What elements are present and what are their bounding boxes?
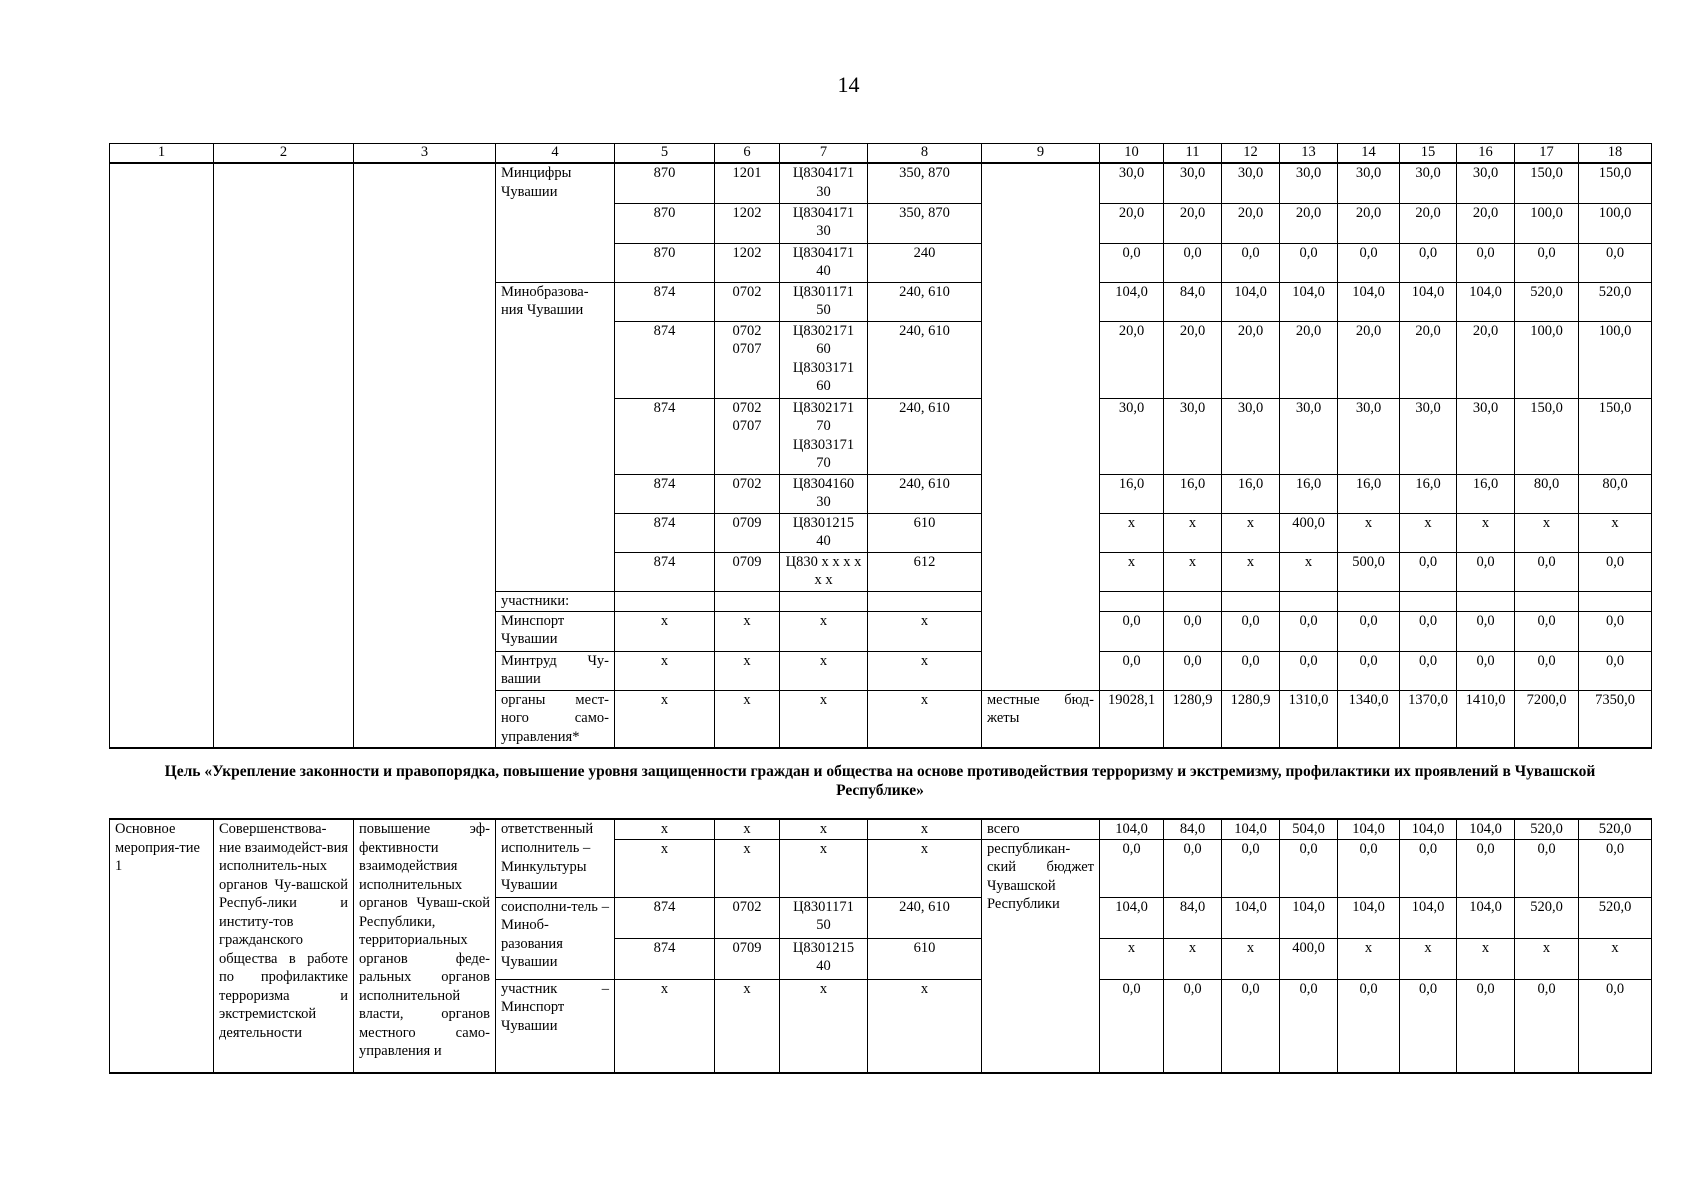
grbs-code: х	[615, 690, 715, 748]
expense-type-code: х	[868, 611, 982, 651]
section-code: х	[715, 611, 780, 651]
year-value: х	[1280, 552, 1338, 591]
year-value: 30,0	[1100, 163, 1164, 203]
target-article-code	[780, 591, 868, 611]
header-col-16: 16	[1457, 144, 1515, 164]
executor-minobr: Минобразова-ния Чувашии	[496, 282, 615, 591]
col3-blank	[354, 163, 496, 748]
main-activity-table	[109, 818, 1652, 1074]
year-value: 0,0	[1222, 651, 1280, 690]
year-value: 16,0	[1338, 474, 1400, 513]
year-value: 30,0	[1100, 398, 1164, 474]
target-article-code: Ц8304171 40	[780, 243, 868, 282]
header-col-17: 17	[1515, 144, 1579, 164]
year-value: 7200,0	[1515, 690, 1579, 748]
year-value: 104,0	[1457, 819, 1515, 839]
target-article-code: х	[780, 979, 868, 1073]
section-code: 0709	[715, 552, 780, 591]
year-value: 504,0	[1280, 819, 1338, 839]
year-value: 104,0	[1280, 897, 1338, 938]
section-code: 1202	[715, 243, 780, 282]
grbs-code: 870	[615, 163, 715, 203]
year-value: 0,0	[1515, 243, 1579, 282]
grbs-code	[615, 591, 715, 611]
year-value: 0,0	[1400, 611, 1457, 651]
header-col-2: 2	[214, 144, 354, 164]
year-value: 20,0	[1338, 321, 1400, 398]
year-value: 0,0	[1515, 611, 1579, 651]
year-value: 1310,0	[1280, 690, 1338, 748]
year-value: 30,0	[1280, 163, 1338, 203]
year-value: 84,0	[1164, 897, 1222, 938]
year-value: 520,0	[1515, 897, 1579, 938]
year-value	[1400, 591, 1457, 611]
header-col-15: 15	[1400, 144, 1457, 164]
section-code: х	[715, 819, 780, 839]
goal-heading: Цель «Укрепление законности и правопорядка, повышение уровня защищенности граждан и общества на основе противодействия терроризму и экстремизму, профилактики их проявлений в Чувашской Республике»	[164, 763, 1596, 799]
grbs-code: 874	[615, 938, 715, 979]
year-value: 104,0	[1400, 282, 1457, 321]
year-value: 16,0	[1400, 474, 1457, 513]
year-value: 0,0	[1338, 839, 1400, 897]
year-value: 30,0	[1164, 398, 1222, 474]
header-col-5: 5	[615, 144, 715, 164]
header-col-14: 14	[1338, 144, 1400, 164]
year-value: х	[1222, 552, 1280, 591]
expense-type-code: 240, 610	[868, 398, 982, 474]
year-value: 0,0	[1579, 839, 1652, 897]
section-code: 0709	[715, 513, 780, 552]
grbs-code: 874	[615, 552, 715, 591]
year-value: 19028,1	[1100, 690, 1164, 748]
year-value: 0,0	[1457, 651, 1515, 690]
expense-type-code	[868, 591, 982, 611]
year-value: х	[1164, 513, 1222, 552]
grbs-code: 874	[615, 513, 715, 552]
year-value: х	[1338, 938, 1400, 979]
year-value: 16,0	[1100, 474, 1164, 513]
year-value: 0,0	[1579, 552, 1652, 591]
year-value: 20,0	[1222, 321, 1280, 398]
target-article-code: Ц8304171 30	[780, 163, 868, 203]
section-code: 0702 0707	[715, 398, 780, 474]
header-col-11: 11	[1164, 144, 1222, 164]
year-value: 0,0	[1280, 839, 1338, 897]
year-value: 1340,0	[1338, 690, 1400, 748]
year-value	[1457, 591, 1515, 611]
year-value: 0,0	[1100, 243, 1164, 282]
header-col-6: 6	[715, 144, 780, 164]
year-value: 20,0	[1400, 203, 1457, 243]
funding-source-local: местные бюд-жеты	[982, 690, 1100, 748]
expense-type-code: х	[868, 651, 982, 690]
grbs-code: 874	[615, 321, 715, 398]
year-value: 0,0	[1100, 979, 1164, 1073]
year-value: 0,0	[1164, 979, 1222, 1073]
year-value: 0,0	[1280, 979, 1338, 1073]
year-value: х	[1400, 513, 1457, 552]
grbs-code: 870	[615, 243, 715, 282]
year-value	[1280, 591, 1338, 611]
year-value: 84,0	[1164, 819, 1222, 839]
expense-type-code: х	[868, 979, 982, 1073]
year-value: х	[1164, 552, 1222, 591]
target-article-code: Ц8301215 40	[780, 513, 868, 552]
year-value: 104,0	[1100, 282, 1164, 321]
responsible-label: ответственный	[496, 819, 615, 839]
year-value: 150,0	[1579, 398, 1652, 474]
year-value: 20,0	[1280, 321, 1338, 398]
grbs-code: х	[615, 819, 715, 839]
participant: участник – Минспорт Чувашии	[496, 979, 615, 1073]
grbs-code: х	[615, 839, 715, 897]
header-col-8: 8	[868, 144, 982, 164]
year-value: 1280,9	[1164, 690, 1222, 748]
year-value: 100,0	[1579, 203, 1652, 243]
col2-blank	[214, 163, 354, 748]
page-number: 14	[837, 72, 860, 97]
year-value: 0,0	[1457, 839, 1515, 897]
year-value: 7350,0	[1579, 690, 1652, 748]
executor-mincifry: Минцифры Чувашии	[496, 163, 615, 282]
year-value: 0,0	[1579, 611, 1652, 651]
year-value: 104,0	[1457, 897, 1515, 938]
year-value: 1370,0	[1400, 690, 1457, 748]
year-value: х	[1222, 938, 1280, 979]
target-article-code: Ц8302171 70 Ц8303171 70	[780, 398, 868, 474]
year-value: 150,0	[1515, 163, 1579, 203]
section-code: 1202	[715, 203, 780, 243]
grbs-code: 874	[615, 474, 715, 513]
year-value: 80,0	[1579, 474, 1652, 513]
year-value: 520,0	[1515, 819, 1579, 839]
year-value	[1164, 591, 1222, 611]
year-value: 20,0	[1457, 203, 1515, 243]
year-value: 0,0	[1579, 979, 1652, 1073]
year-value: 30,0	[1222, 163, 1280, 203]
year-value: 0,0	[1579, 243, 1652, 282]
target-article-code: х	[780, 690, 868, 748]
year-value: 16,0	[1457, 474, 1515, 513]
year-value: 0,0	[1100, 651, 1164, 690]
year-value: 20,0	[1338, 203, 1400, 243]
year-value: 16,0	[1280, 474, 1338, 513]
expense-type-code: 350, 870	[868, 203, 982, 243]
year-value	[1579, 591, 1652, 611]
year-value: 104,0	[1457, 282, 1515, 321]
year-value: х	[1515, 513, 1579, 552]
year-value: 0,0	[1164, 243, 1222, 282]
col1-blank	[110, 163, 214, 748]
expense-type-code: х	[868, 819, 982, 839]
year-value: 400,0	[1280, 513, 1338, 552]
year-value: 104,0	[1100, 897, 1164, 938]
year-value: 400,0	[1280, 938, 1338, 979]
year-value: 104,0	[1100, 819, 1164, 839]
target-article-code: х	[780, 819, 868, 839]
year-value: 0,0	[1100, 611, 1164, 651]
year-value: 30,0	[1457, 163, 1515, 203]
year-value	[1338, 591, 1400, 611]
year-value: 30,0	[1338, 163, 1400, 203]
year-value: 500,0	[1338, 552, 1400, 591]
participant-local-gov: органы мест-ного само-управления*	[496, 690, 615, 748]
target-article-code: Ц8301171 50	[780, 897, 868, 938]
expense-type-code: 612	[868, 552, 982, 591]
year-value: 104,0	[1400, 897, 1457, 938]
year-value: 20,0	[1280, 203, 1338, 243]
year-value: 0,0	[1164, 839, 1222, 897]
year-value: 30,0	[1457, 398, 1515, 474]
year-value: х	[1457, 513, 1515, 552]
year-value: 100,0	[1515, 203, 1579, 243]
expense-type-code: 240, 610	[868, 282, 982, 321]
year-value: 0,0	[1400, 839, 1457, 897]
year-value: 0,0	[1515, 839, 1579, 897]
year-value: 0,0	[1400, 979, 1457, 1073]
year-value: 0,0	[1280, 611, 1338, 651]
year-value: 20,0	[1164, 321, 1222, 398]
year-value: 20,0	[1100, 321, 1164, 398]
expense-type-code: 240	[868, 243, 982, 282]
activity-label: Основное мероприя-тие 1	[110, 819, 214, 1073]
year-value: 0,0	[1515, 979, 1579, 1073]
year-value: 84,0	[1164, 282, 1222, 321]
year-value: 80,0	[1515, 474, 1579, 513]
year-value: 520,0	[1579, 282, 1652, 321]
expense-type-code: х	[868, 839, 982, 897]
expense-type-code: 240, 610	[868, 897, 982, 938]
year-value: 0,0	[1579, 651, 1652, 690]
header-col-10: 10	[1100, 144, 1164, 164]
budget-table-continuation	[109, 143, 1652, 749]
year-value: х	[1579, 513, 1652, 552]
year-value: 30,0	[1400, 163, 1457, 203]
target-article-code: х	[780, 839, 868, 897]
year-value: 100,0	[1579, 321, 1652, 398]
year-value: 104,0	[1400, 819, 1457, 839]
year-value: 0,0	[1222, 979, 1280, 1073]
year-value: 0,0	[1400, 651, 1457, 690]
grbs-code: 874	[615, 398, 715, 474]
year-value: 0,0	[1400, 243, 1457, 282]
year-value	[1515, 591, 1579, 611]
target-article-code: Ц8304160 30	[780, 474, 868, 513]
year-value: 0,0	[1338, 979, 1400, 1073]
year-value: х	[1100, 513, 1164, 552]
header-col-13: 13	[1280, 144, 1338, 164]
section-code: 1201	[715, 163, 780, 203]
activity-name: Совершенствова-ние взаимодейст-вия исполнитель-ных органов Чу-вашской Респуб-лики и институ-тов гражданского общества в работе по профилактике терроризма и экстремистской деятельности	[214, 819, 354, 1073]
year-value: 30,0	[1164, 163, 1222, 203]
year-value: 30,0	[1338, 398, 1400, 474]
participant-minsport: Минспорт Чувашии	[496, 611, 615, 651]
year-value: 150,0	[1579, 163, 1652, 203]
year-value: х	[1100, 552, 1164, 591]
year-value: 0,0	[1457, 243, 1515, 282]
activity-task: повышение эф-фективности взаимодействия исполнительных органов Чуваш-ской Республики, территориальных органов феде-ральных органов исполнительной власти, органов местного само-управления и	[354, 819, 496, 1073]
grbs-code: 874	[615, 897, 715, 938]
year-value: х	[1515, 938, 1579, 979]
header-col-3: 3	[354, 144, 496, 164]
co-executor: соисполни-тель – Миноб-разования Чувашии	[496, 897, 615, 979]
header-col-7: 7	[780, 144, 868, 164]
section-code: х	[715, 839, 780, 897]
year-value: 0,0	[1457, 611, 1515, 651]
year-value: 0,0	[1338, 243, 1400, 282]
year-value: 0,0	[1400, 552, 1457, 591]
expense-type-code: х	[868, 690, 982, 748]
year-value: 104,0	[1338, 819, 1400, 839]
year-value: х	[1164, 938, 1222, 979]
participant-mintrud: Минтруд Чу-вашии	[496, 651, 615, 690]
column-number-header	[110, 144, 1652, 164]
table-row	[110, 163, 1652, 203]
section-code: 0709	[715, 938, 780, 979]
section-code: 0702	[715, 897, 780, 938]
target-article-code: х	[780, 611, 868, 651]
year-value: 0,0	[1280, 243, 1338, 282]
year-value: 0,0	[1515, 651, 1579, 690]
expense-type-code: 350, 870	[868, 163, 982, 203]
year-value	[1222, 591, 1280, 611]
year-value: 20,0	[1400, 321, 1457, 398]
header-col-18: 18	[1579, 144, 1652, 164]
grbs-code: х	[615, 979, 715, 1073]
year-value: 0,0	[1222, 611, 1280, 651]
expense-type-code: 240, 610	[868, 474, 982, 513]
section-code: х	[715, 690, 780, 748]
year-value: 0,0	[1100, 839, 1164, 897]
year-value: 20,0	[1100, 203, 1164, 243]
expense-type-code: 610	[868, 513, 982, 552]
year-value: 0,0	[1164, 651, 1222, 690]
year-value	[1100, 591, 1164, 611]
year-value: 104,0	[1338, 897, 1400, 938]
year-value: 0,0	[1222, 839, 1280, 897]
funding-source-total: всего	[982, 819, 1100, 839]
target-article-code: Ц8304171 30	[780, 203, 868, 243]
section-code: 0702	[715, 474, 780, 513]
section-code: х	[715, 651, 780, 690]
target-article-code: Ц830 х х х х х х	[780, 552, 868, 591]
year-value: х	[1222, 513, 1280, 552]
expense-type-code: 610	[868, 938, 982, 979]
responsible-executor: исполнитель – Минкультуры Чувашии	[496, 839, 615, 897]
section-code	[715, 591, 780, 611]
participants-label: участники:	[496, 591, 615, 611]
year-value: 150,0	[1515, 398, 1579, 474]
funding-source-blank	[982, 163, 1100, 690]
year-value: 104,0	[1222, 819, 1280, 839]
year-value: 1410,0	[1457, 690, 1515, 748]
year-value: 30,0	[1400, 398, 1457, 474]
header-col-1: 1	[110, 144, 214, 164]
funding-source-republic: республикан-ский бюджет Чувашской Республики	[982, 839, 1100, 1073]
year-value: 520,0	[1515, 282, 1579, 321]
header-col-12: 12	[1222, 144, 1280, 164]
section-code: 0702	[715, 282, 780, 321]
grbs-code: 870	[615, 203, 715, 243]
year-value: х	[1338, 513, 1400, 552]
year-value: 20,0	[1164, 203, 1222, 243]
year-value: х	[1457, 938, 1515, 979]
target-article-code: Ц8302171 60 Ц8303171 60	[780, 321, 868, 398]
year-value: 30,0	[1222, 398, 1280, 474]
year-value: 0,0	[1164, 611, 1222, 651]
year-value: 104,0	[1222, 897, 1280, 938]
year-value: 0,0	[1457, 552, 1515, 591]
year-value: 20,0	[1222, 203, 1280, 243]
header-col-4: 4	[496, 144, 615, 164]
grbs-code: х	[615, 611, 715, 651]
year-value: 0,0	[1338, 611, 1400, 651]
header-col-9: 9	[982, 144, 1100, 164]
target-article-code: х	[780, 651, 868, 690]
year-value: 16,0	[1164, 474, 1222, 513]
section-code: х	[715, 979, 780, 1073]
year-value: 0,0	[1280, 651, 1338, 690]
section-code: 0702 0707	[715, 321, 780, 398]
grbs-code: х	[615, 651, 715, 690]
expense-type-code: 240, 610	[868, 321, 982, 398]
year-value: 0,0	[1515, 552, 1579, 591]
year-value: 30,0	[1280, 398, 1338, 474]
year-value: 520,0	[1579, 897, 1652, 938]
year-value: 0,0	[1338, 651, 1400, 690]
year-value: 16,0	[1222, 474, 1280, 513]
target-article-code: Ц8301171 50	[780, 282, 868, 321]
table-row	[110, 819, 1652, 839]
year-value: х	[1579, 938, 1652, 979]
year-value: 1280,9	[1222, 690, 1280, 748]
year-value: 520,0	[1579, 819, 1652, 839]
year-value: 0,0	[1222, 243, 1280, 282]
year-value: 0,0	[1457, 979, 1515, 1073]
year-value: 100,0	[1515, 321, 1579, 398]
year-value: х	[1400, 938, 1457, 979]
year-value: 104,0	[1338, 282, 1400, 321]
year-value: 104,0	[1222, 282, 1280, 321]
year-value: х	[1100, 938, 1164, 979]
grbs-code: 874	[615, 282, 715, 321]
year-value: 20,0	[1457, 321, 1515, 398]
target-article-code: Ц8301215 40	[780, 938, 868, 979]
year-value: 104,0	[1280, 282, 1338, 321]
